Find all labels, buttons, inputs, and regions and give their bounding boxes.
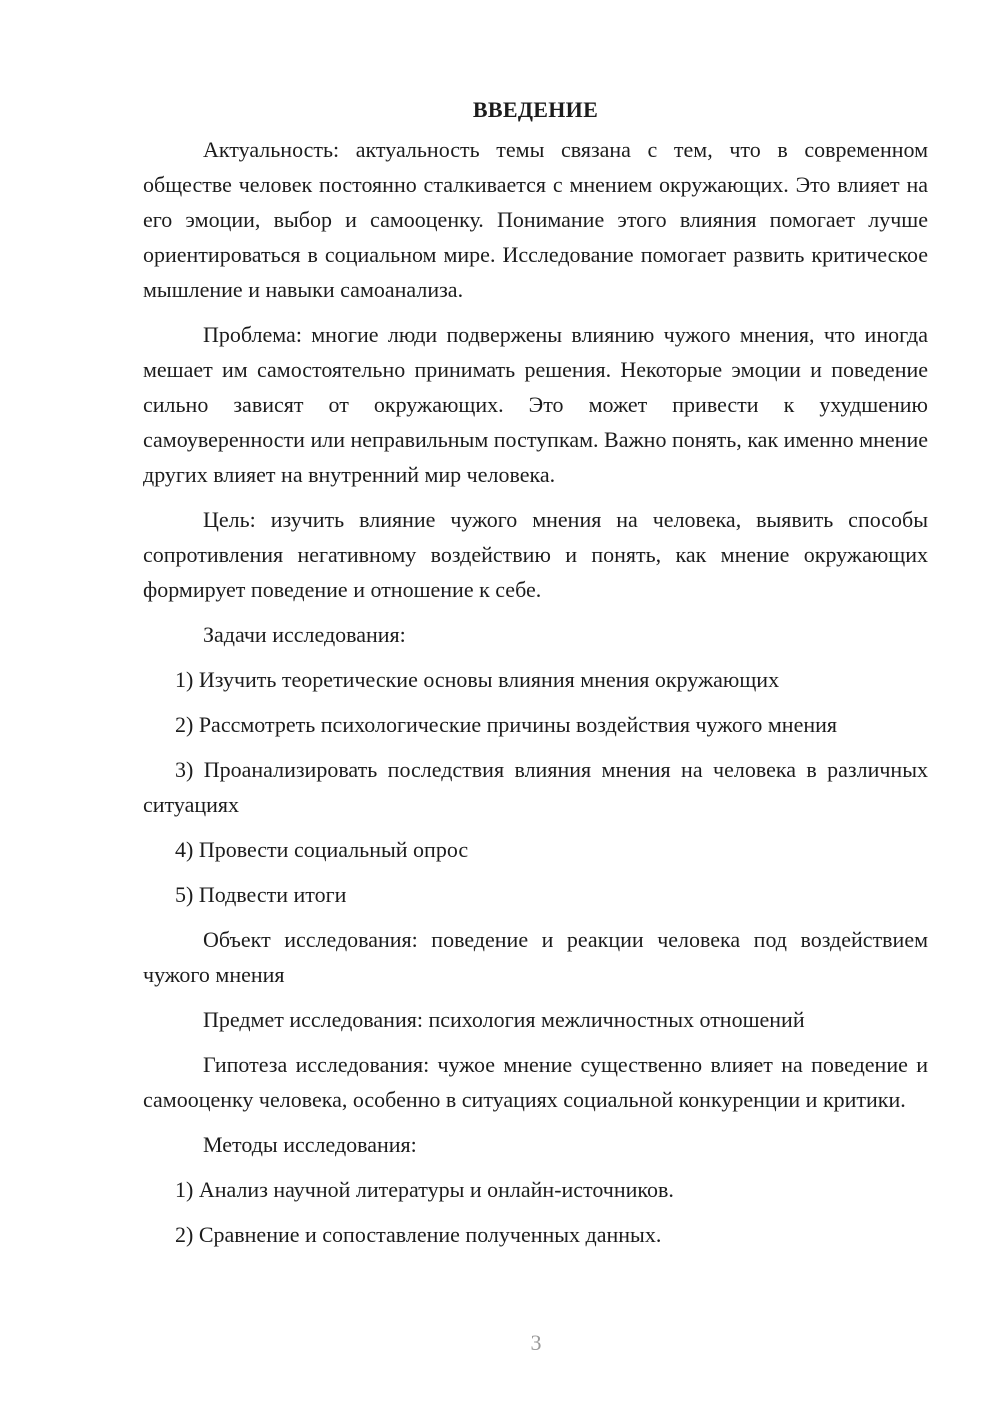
method-item: 1) Анализ научной литературы и онлайн-источников. — [175, 1177, 674, 1202]
page-content — [143, 92, 928, 1262]
page-number: 3 — [530, 1330, 542, 1355]
section-title: ВВЕДЕНИЕ — [472, 97, 599, 122]
task-item: 1) Изучить теоретические основы влияния мнения окружающих — [175, 667, 780, 692]
goal-paragraph: Цель: изучить влияние чужого мнения на человека, выявить способы сопротивления негативному воздействию и понять, как мнение окружающих формирует поведение и отношение к себе. — [143, 507, 928, 602]
problem-paragraph: Проблема: многие люди подвержены влиянию чужого мнения, что иногда мешает им самостоятельно принимать решения. Некоторые эмоции и поведение сильно зависят от окружающих. Это может привести к ухудшению самоуверенности или неправильным поступкам. Важно понять, как именно мнение других влияет на внутренний мир человека. — [143, 322, 928, 487]
tasks-heading: Задачи исследования: — [203, 622, 406, 647]
task-item: 5) Подвести итоги — [175, 882, 347, 907]
task-item: 4) Провести социальный опрос — [175, 837, 469, 862]
object-paragraph: Объект исследования: поведение и реакции человека под воздействием чужого мнения — [143, 927, 928, 987]
subject-paragraph: Предмет исследования: психология межличностных отношений — [203, 1007, 805, 1032]
task-item: 3) Проанализировать последствия влияния мнения на человека в различных ситуациях — [143, 757, 928, 817]
methods-heading: Методы исследования: — [203, 1132, 417, 1157]
relevance-paragraph: Актуальность: актуальность темы связана с тем, что в современном обществе человек постоянно сталкивается с мнением окружающих. Это влияет на его эмоции, выбор и самооценку. Понимание этого влияния помогает лучше ориентироваться в социальном мире. Исследование помогает развить критическое мышление и навыки самоанализа. — [143, 137, 928, 302]
hypothesis-paragraph: Гипотеза исследования: чужое мнение существенно влияет на поведение и самооценку человека, особенно в ситуациях социальной конкуренции и критики. — [143, 1052, 928, 1112]
method-item: 2) Сравнение и сопоставление полученных данных. — [175, 1222, 662, 1247]
task-item: 2) Рассмотреть психологические причины воздействия чужого мнения — [175, 712, 837, 737]
